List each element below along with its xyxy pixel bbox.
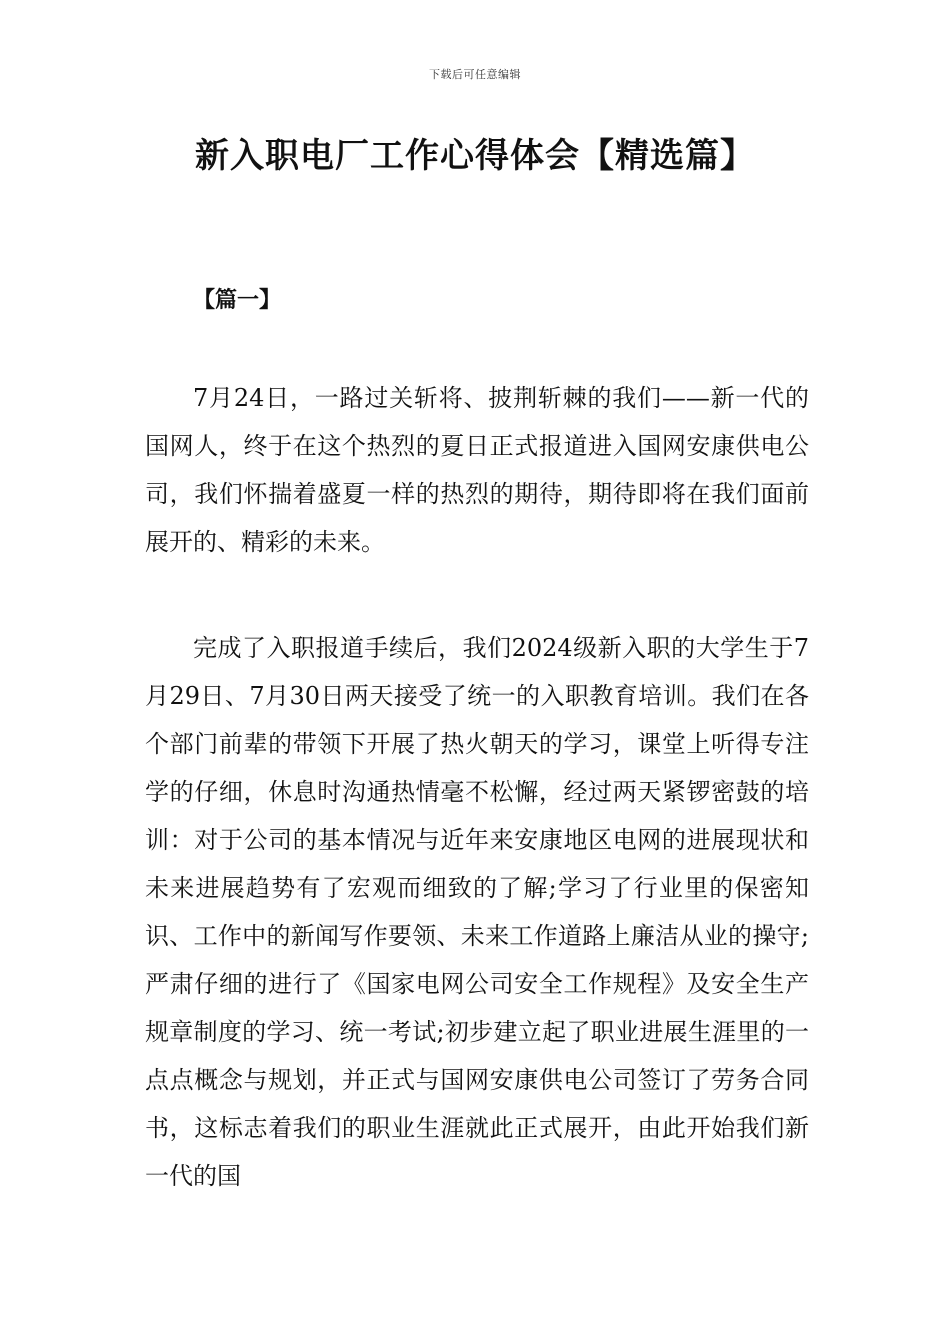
paragraph-2: 完成了入职报道手续后，我们2024级新入职的大学生于7月29日、7月30日两天接受了统一的入职教育培训。我们在各个部门前辈的带领下开展了热火朝天的学习，课堂上听得专注学的仔细，休息时沟通热情毫不松懈，经过两天紧锣密鼓的培训：对于公司的基本情况与近年来安康地区电网的进展现状和未来进展趋势有了宏观而细致的了解;学习了行业里的保密知识、工作中的新闻写作要领、未来工作道路上廉洁从业的操守;严肃仔细的进行了《国家电网公司安全工作规程》及安全生产规章制度的学习、统一考试;初步建立起了职业进展生涯里的一点点概念与规划，并正式与国网安康供电公司签订了劳务合同书，这标志着我们的职业生涯就此正式展开，由此开始我们新一代的国 bbox=[145, 634, 809, 1190]
document-title: 新入职电厂工作心得体会【精选篇】 bbox=[195, 136, 755, 176]
header-note: 下载后可任意编辑 bbox=[429, 68, 521, 81]
section-heading: 【篇一】 bbox=[193, 288, 282, 313]
paragraph-1: 7月24日，一路过关斩将、披荆斩棘的我们——新一代的国网人，终于在这个热烈的夏日正式报道进入国网安康供电公司，我们怀揣着盛夏一样的热烈的期待，期待即将在我们面前展开的、精彩的未来。 bbox=[145, 384, 809, 556]
